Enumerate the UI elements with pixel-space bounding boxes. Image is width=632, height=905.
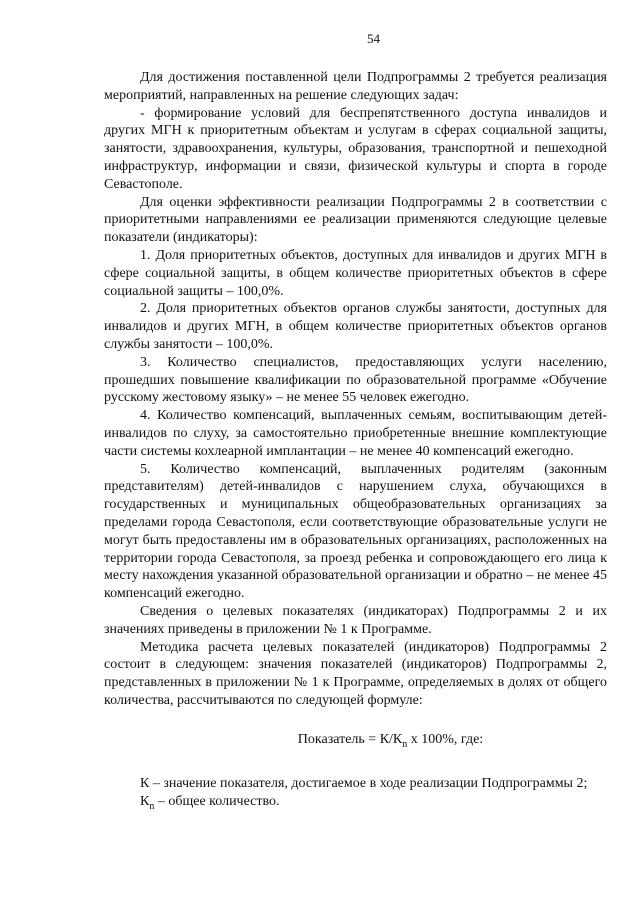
definition-k-symbol: К [140,776,150,792]
definition-kn-symbol: К [140,794,150,810]
formula-prefix: Показатель = К/К [297,731,403,747]
paragraph-indicators-intro: Для оценки эффективности реализации Подпрограммы 2 в соответствии с приоритетными направлениями ее реализации применяются следующие целевые показатели (индикаторы): [104,194,607,246]
paragraph-indicators-info: Сведения о целевых показателях (индикаторах) Подпрограммы 2 и их значениях приведены в приложении № 1 к Программе. [104,603,607,637]
definition-k [104,775,607,793]
paragraph-task: - формирование условий для беспрепятственного доступа инвалидов и других МГН к приоритетным объектам и услугам в сферах социальной защиты, занятости, здравоохранения, культуры, образования, транспортной и пешеходной инфраструктур, информации и связи, физической культуры и спорта в городе Севастополе. [104,105,607,192]
definition-kn [104,793,607,816]
indicator-1: 1. Доля приоритетных объектов, доступных для инвалидов и других МГН в сфере социальной защиты, в общем количестве приоритетных объектов в сфере социальной защиты – 100,0%. [104,247,607,299]
page-number: 54 [367,31,380,46]
indicator-2: 2. Доля приоритетных объектов органов службы занятости, доступных для инвалидов и других МГН, в общем количестве приоритетных объектов органов службы занятости – 100,0%. [104,301,607,352]
formula [104,731,607,754]
formula-subscript: n [402,738,408,750]
indicator-3: 3. Количество специалистов, предоставляющих услуги населению, прошедших повышение квалификации по образовательной программе «Обучение русскому жестовому языку» – не менее 55 человек ежегодно. [104,354,607,406]
formula-suffix: х 100%, где: [407,731,484,747]
definition-kn-subscript: n [149,801,155,813]
definition-k-text: – значение показателя, достигаемое в ходе реализации Подпрограммы 2; [149,776,588,792]
indicator-5: 5. Количество компенсаций, выплаченных родителям (законным представителям) детей-инвалидов с нарушением слуха, обучающихся в государственных и муниципальных общеобразовательных организациях за пределами города Севастополя, если соответствующие образовательные услуги не могут быть предоставлены им в образовательных организациях, расположенных на территории города Севастополя, за проезд ребенка и сопровождающего его лица к месту нахождения указанной образовательной организации и обратно – не менее 45 компенсаций ежегодно. [104,461,607,602]
paragraph-goal: Для достижения поставленной цели Подпрограммы 2 требуется реализация мероприятий, направленных на решение следующих задач: [104,70,607,103]
indicator-4: 4. Количество компенсаций, выплаченных семьям, воспитывающим детей-инвалидов по слуху, за самостоятельно приобретенные внешние комплектующие части системы кохлеарной имплантации – не менее 40 компенсаций ежегодно. [104,408,607,459]
paragraph-methodology: Методика расчета целевых показателей (индикаторов) Подпрограммы 2 состоит в следующем: значения показателей (индикаторов) Подпрограммы 2, представленных в приложении № 1 к Программе, определяемых в долях от общего количества, рассчитываются по следующей формуле: [104,639,607,708]
definition-kn-text: – общее количество. [154,794,280,810]
